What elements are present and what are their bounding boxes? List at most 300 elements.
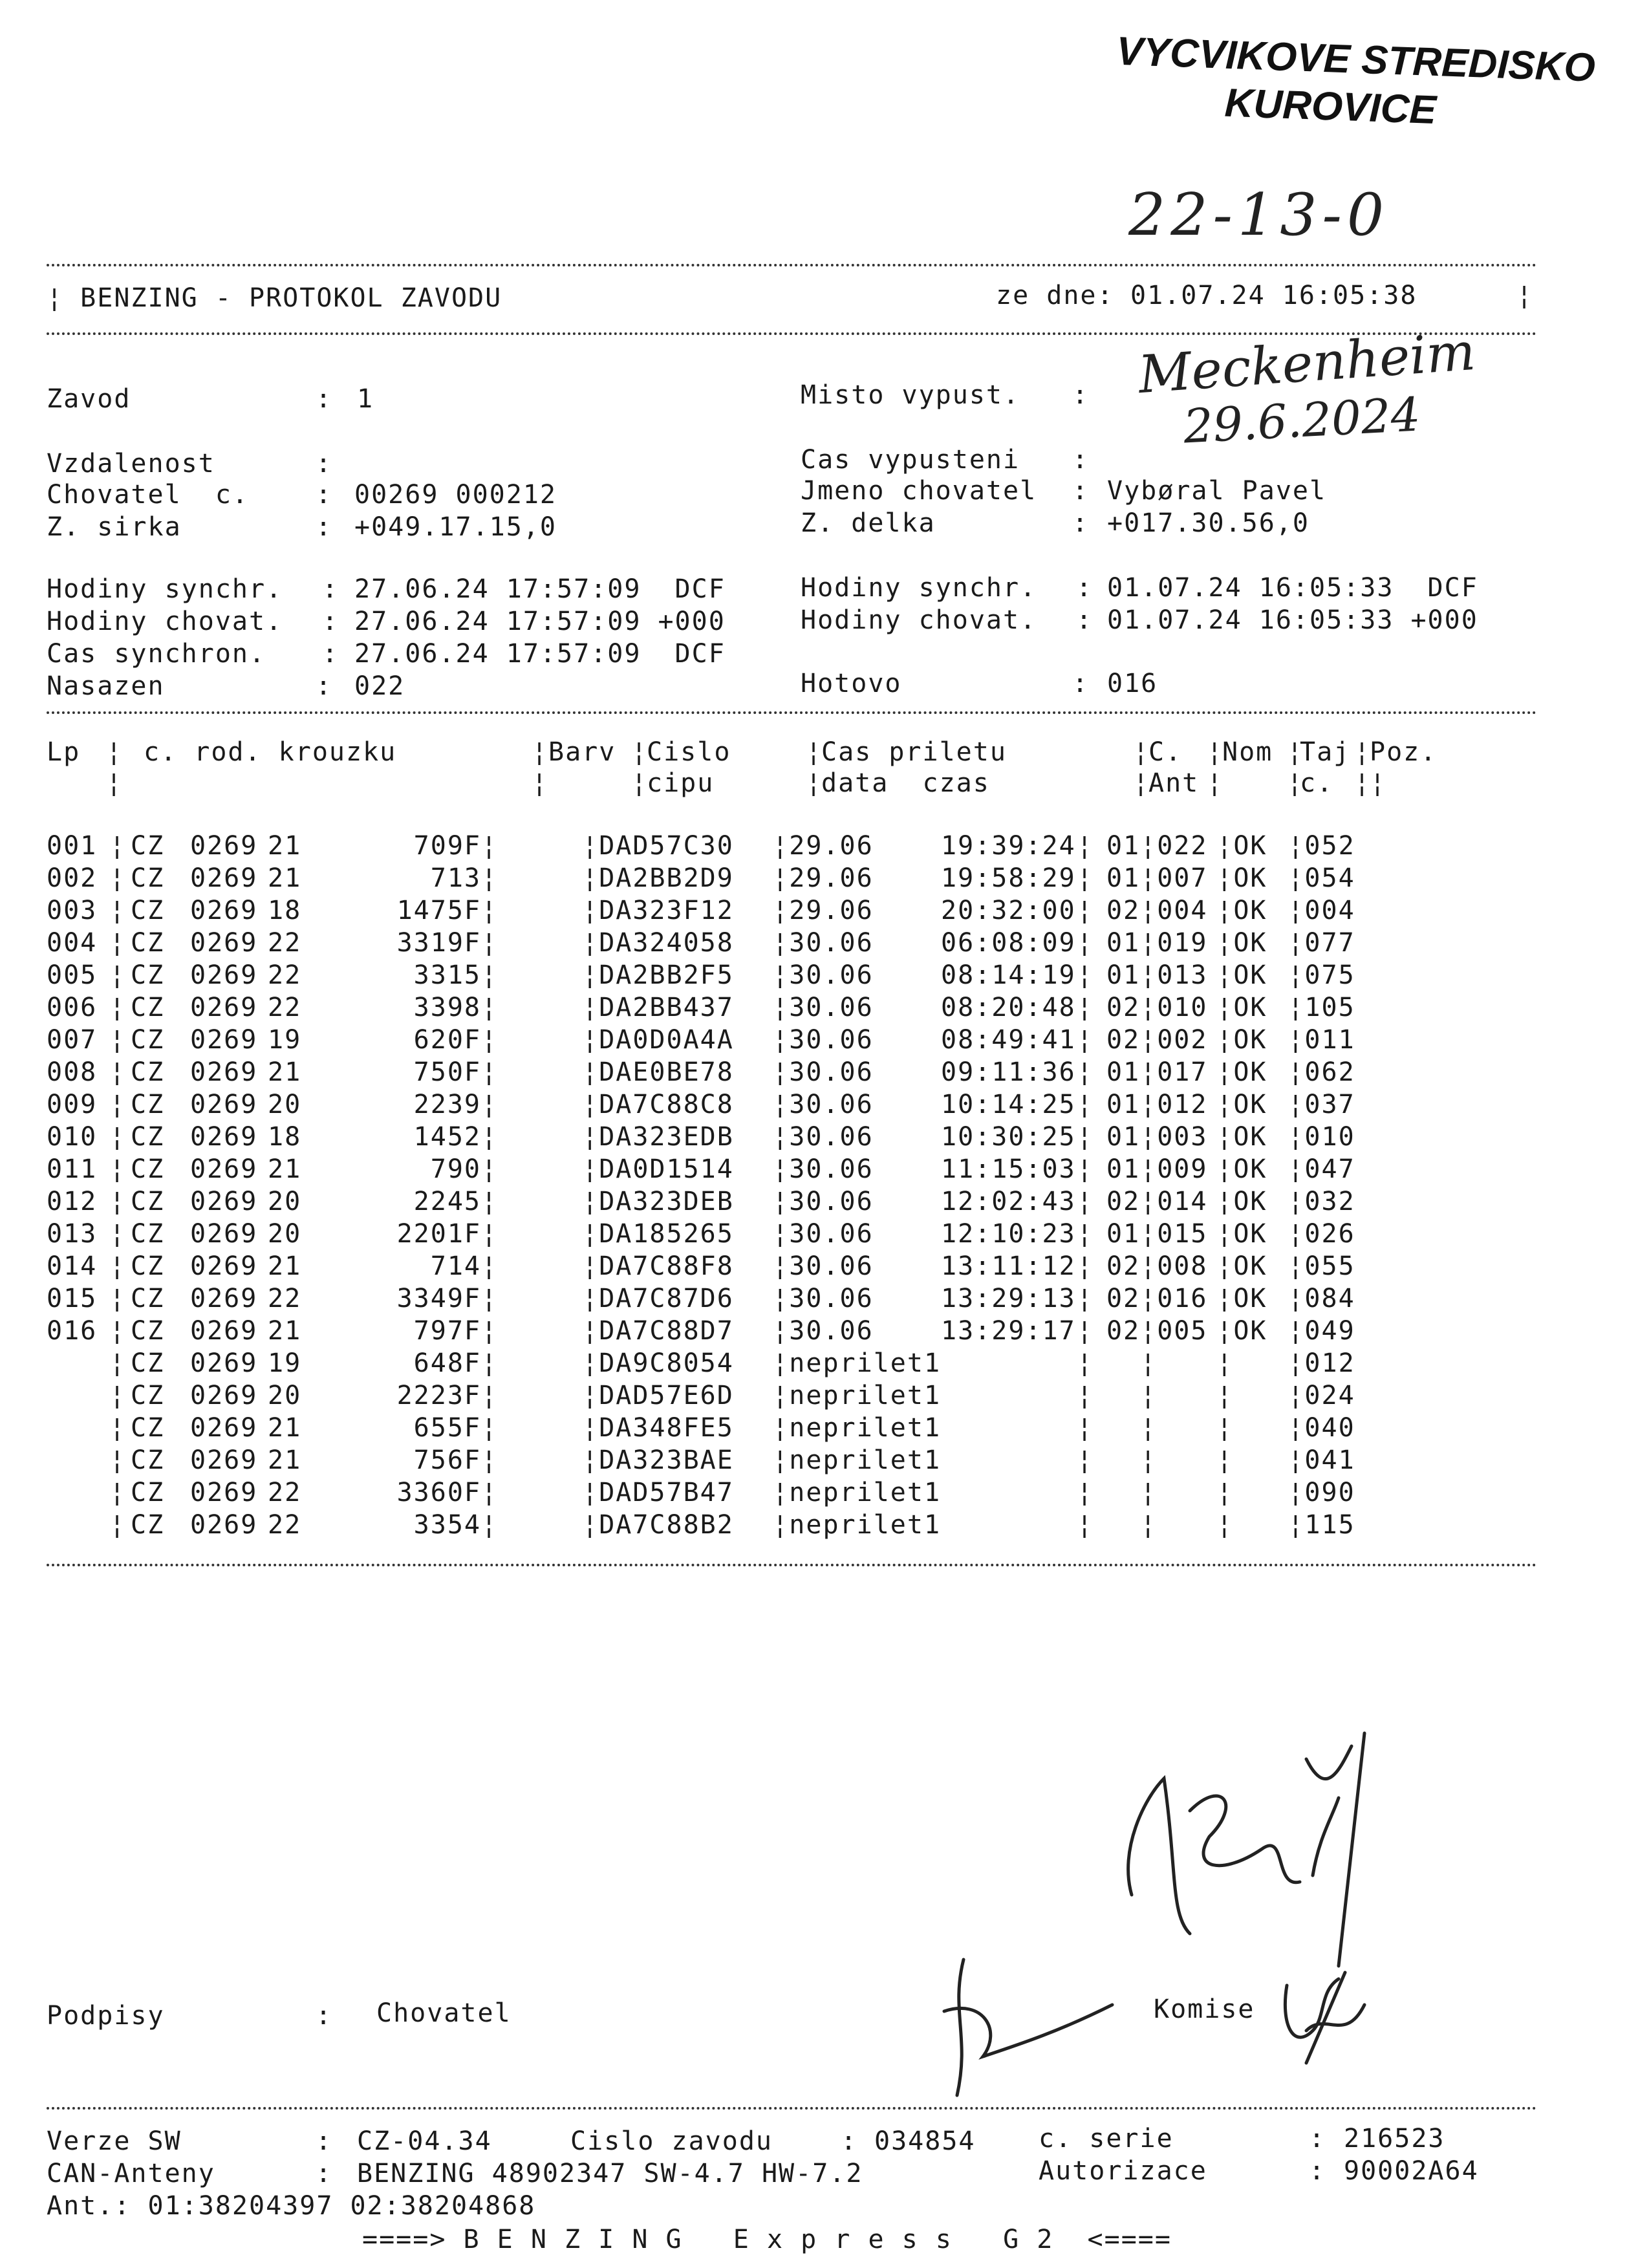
column-separator: ¦ (772, 1348, 790, 1378)
table-row (47, 1445, 1366, 1478)
cell-yr: 20 (268, 1187, 302, 1216)
cell-date: 30.06 (789, 1025, 874, 1055)
col-ant-header-2: Ant (1148, 768, 1200, 798)
cell-chip: DA185265 (599, 1219, 734, 1249)
column-separator: ¦ (772, 993, 790, 1022)
table-row (47, 1381, 1366, 1413)
cell-ant: 01 (1106, 863, 1141, 893)
cell-taj (1233, 1381, 1288, 1413)
cislo-label: Cislo zavodu (570, 2126, 773, 2156)
cell-taj: OK (1233, 1187, 1267, 1216)
cell-org: 0269 (190, 1025, 258, 1055)
column-separator: ¦ (772, 1090, 790, 1119)
cell-ring: 3398 (413, 993, 481, 1022)
column-separator (498, 1251, 582, 1284)
cell-time: 13:11:12 (941, 1251, 1076, 1281)
cell-time (941, 1510, 1077, 1542)
table-row (47, 1348, 1366, 1381)
cell-cz: CZ (131, 960, 165, 990)
cell-taj: OK (1233, 1122, 1267, 1152)
col-nom-header: Nom (1222, 737, 1273, 767)
column-separator: ¦ (1140, 1413, 1158, 1443)
divider (47, 711, 1537, 714)
cell-ant: 01 (1106, 1219, 1141, 1249)
divider (47, 332, 1537, 335)
table-row (47, 1413, 1366, 1445)
column-separator: ¦ (1140, 1154, 1158, 1184)
column-separator: ¦ (1216, 1510, 1234, 1540)
column-separator: ¦ (1216, 1348, 1234, 1378)
column-separator: ¦ (109, 896, 127, 925)
column-separator: ¦ (582, 1057, 599, 1087)
column-separator (498, 1445, 582, 1478)
cell-chip: DA324058 (599, 928, 734, 958)
cell-time: 19:58:29 (941, 863, 1076, 893)
cell-cz: CZ (131, 993, 165, 1022)
column-separator (498, 1510, 582, 1542)
signature-komise (1267, 1953, 1377, 2069)
cell-nom: 015 (1157, 1219, 1208, 1249)
signature-top (1093, 1720, 1429, 1979)
column-separator: ¦ (582, 993, 599, 1022)
chovatel-signature-label: Chovatel (376, 1998, 512, 2028)
cell-time: 13:29:13 (941, 1284, 1076, 1313)
cell-nom: 022 (1157, 831, 1208, 861)
column-separator: ¦ (1077, 863, 1094, 893)
stamp-line-2: KUROVICE (1223, 80, 1438, 133)
cell-yr: 18 (268, 896, 302, 925)
column-separator: ¦ (1216, 831, 1234, 861)
column-separator: ¦ (582, 1122, 599, 1152)
cell-lp: 005 (47, 960, 98, 990)
cell-date: 29.06 (789, 831, 874, 861)
column-separator: ¦ (1216, 1316, 1234, 1346)
cell-org: 0269 (190, 831, 258, 861)
cell-nom: 003 (1157, 1122, 1208, 1152)
cell-yr: 22 (268, 993, 302, 1022)
column-separator: ¦ (481, 1445, 499, 1475)
column-separator: ¦ (1077, 1219, 1094, 1249)
cell-ant (1094, 1381, 1140, 1413)
cell-chip: DA0D1514 (599, 1154, 734, 1184)
table-row (47, 1154, 1366, 1187)
cell-poz: 052 (1304, 831, 1355, 861)
cell-ant (1094, 1413, 1140, 1445)
column-separator: ¦ (582, 831, 599, 861)
can-label: CAN-Anteny (47, 2159, 215, 2188)
column-separator: ¦ (109, 863, 127, 893)
column-separator: ¦ (109, 1187, 127, 1216)
cislo-value: 034854 (874, 2126, 976, 2156)
column-separator: ¦ (1077, 1154, 1094, 1184)
cell-cz: CZ (131, 1348, 165, 1378)
cell-org: 0269 (190, 1445, 258, 1475)
cell-nom: 016 (1157, 1284, 1208, 1313)
column-separator: ¦ (481, 1348, 499, 1378)
cell-ring: 3349F (396, 1284, 481, 1313)
cell-date: 30.06 (789, 1251, 874, 1281)
cell-org: 0269 (190, 1154, 258, 1184)
column-separator: ¦ (1140, 928, 1158, 958)
cell-ant: 01 (1106, 831, 1141, 861)
column-separator: ¦ (109, 1478, 127, 1507)
cell-cz: CZ (131, 1510, 165, 1540)
cell-taj: OK (1233, 1090, 1267, 1119)
cell-ring: 3315 (413, 960, 481, 990)
cell-org: 0269 (190, 960, 258, 990)
col-poz-header: Poz. (1370, 737, 1438, 767)
column-separator: ¦ (1216, 1251, 1234, 1281)
column-separator: ¦ (1140, 1122, 1158, 1152)
cell-time (941, 1478, 1077, 1510)
cell-date: neprilet1 (789, 1348, 942, 1378)
column-separator (498, 831, 582, 863)
cell-chip: DA323BAE (599, 1445, 734, 1475)
cell-yr: 22 (268, 1284, 302, 1313)
column-separator: ¦ (582, 1154, 599, 1184)
column-separator (498, 1478, 582, 1510)
column-separator: ¦ (1140, 1478, 1158, 1507)
col-ring-header: c. rod. krouzku (144, 737, 397, 767)
cell-chip: DA7C88D7 (599, 1316, 734, 1346)
cell-date: 30.06 (789, 1122, 874, 1152)
cell-time (941, 1348, 1077, 1381)
cell-lp: 007 (47, 1025, 98, 1055)
cell-ring: 797F (413, 1316, 481, 1346)
column-separator: ¦ (1140, 1284, 1158, 1313)
cell-time: 08:20:48 (941, 993, 1076, 1022)
sync-label-left: Hodiny synchr. (47, 574, 283, 604)
cell-chip: DA7C87D6 (599, 1284, 734, 1313)
cell-chip: DA7C88F8 (599, 1251, 734, 1281)
jmeno-label: Jmeno chovatel (801, 476, 1037, 506)
column-separator: ¦ (582, 896, 599, 925)
cell-time: 19:39:24 (941, 831, 1076, 861)
cell-poz: 090 (1304, 1478, 1355, 1507)
cell-taj: OK (1233, 896, 1267, 925)
cell-org: 0269 (190, 1316, 258, 1346)
cell-lp (47, 1445, 105, 1478)
cell-ant: 01 (1106, 1057, 1141, 1087)
column-separator: ¦ (772, 1187, 790, 1216)
column-separator: ¦ (481, 1510, 499, 1540)
cell-lp (47, 1348, 105, 1381)
column-separator: ¦ (481, 863, 499, 893)
cell-ring: 1475F (396, 896, 481, 925)
cell-time: 10:14:25 (941, 1090, 1076, 1119)
col-time-header-2: data czas (821, 768, 990, 798)
column-separator: ¦ (1288, 1251, 1305, 1281)
column-separator (498, 960, 582, 993)
nasazen-value: 022 (354, 671, 405, 701)
column-separator: ¦ (1077, 1381, 1094, 1410)
cell-lp: 001 (47, 831, 98, 861)
cell-poz: 040 (1304, 1413, 1355, 1443)
cell-taj: OK (1233, 1154, 1267, 1184)
cell-org: 0269 (190, 1057, 258, 1087)
cell-ring: 2201F (396, 1219, 481, 1249)
cell-cz: CZ (131, 1478, 165, 1507)
column-separator: ¦ (1077, 960, 1094, 990)
cell-taj: OK (1233, 1284, 1267, 1313)
column-separator: ¦ (109, 1122, 127, 1152)
column-separator (498, 1122, 582, 1154)
cell-date: 30.06 (789, 1284, 874, 1313)
column-separator: ¦ (1077, 1284, 1094, 1313)
cell-taj (1233, 1478, 1288, 1510)
cell-time: 12:02:43 (941, 1187, 1076, 1216)
delka-value: +017.30.56,0 (1107, 508, 1310, 538)
column-separator: ¦ (582, 1284, 599, 1313)
column-separator: ¦ (1288, 1348, 1305, 1378)
misto-label: Misto vypust. (801, 380, 1020, 410)
column-separator: ¦ (1288, 993, 1305, 1022)
cell-date: 30.06 (789, 1187, 874, 1216)
cell-time: 08:14:19 (941, 960, 1076, 990)
column-separator: ¦ (1077, 1090, 1094, 1119)
cell-date: 30.06 (789, 1219, 874, 1249)
cell-date: neprilet1 (789, 1413, 942, 1443)
cell-taj: OK (1233, 928, 1267, 958)
cell-poz: 049 (1304, 1316, 1355, 1346)
column-separator (498, 1057, 582, 1090)
column-separator: ¦ (109, 1445, 127, 1475)
cell-poz: 054 (1304, 863, 1355, 893)
cell-nom: 017 (1157, 1057, 1208, 1087)
cell-org: 0269 (190, 1251, 258, 1281)
chov-label-left: Hodiny chovat. (47, 607, 283, 636)
column-separator: ¦ (1077, 1251, 1094, 1281)
can-value: BENZING 48902347 SW-4.7 HW-7.2 (357, 2159, 863, 2188)
cell-ring: 714 (430, 1251, 481, 1281)
column-separator: ¦ (772, 1025, 790, 1055)
column-separator: ¦ (1288, 928, 1305, 958)
cell-cz: CZ (131, 1187, 165, 1216)
cell-chip: DA323EDB (599, 1122, 734, 1152)
column-separator: ¦ (1288, 1057, 1305, 1087)
cell-ant (1094, 1348, 1140, 1381)
cell-date: 30.06 (789, 928, 874, 958)
hotovo-value: 016 (1107, 669, 1158, 698)
column-separator: ¦ (1288, 1219, 1305, 1249)
cell-yr: 21 (268, 1154, 302, 1184)
cell-ant: 02 (1106, 896, 1141, 925)
table-row (47, 1284, 1366, 1316)
column-separator: ¦ (772, 1251, 790, 1281)
column-separator: ¦ (772, 928, 790, 958)
divider (47, 1564, 1537, 1566)
cell-yr: 21 (268, 831, 302, 861)
column-separator: ¦ (109, 1510, 127, 1540)
col-ant-header: C. (1148, 737, 1183, 767)
column-separator: ¦ (582, 960, 599, 990)
column-separator: ¦ (481, 831, 499, 861)
handwritten-code: 22-13-0 (1128, 181, 1390, 249)
report-date-value: 01.07.24 16:05:38 (1130, 281, 1417, 310)
institution-stamp (1114, 28, 1596, 139)
stamp-line-1: VYCVIKOVE STREDISKO (1116, 28, 1596, 91)
cell-lp: 016 (47, 1316, 98, 1346)
column-separator: ¦ (1077, 993, 1094, 1022)
cell-taj: OK (1233, 993, 1267, 1022)
column-separator (498, 928, 582, 960)
column-separator: ¦ (1288, 831, 1305, 861)
cell-cz: CZ (131, 1413, 165, 1443)
table-row (47, 1316, 1366, 1348)
cell-chip: DA323DEB (599, 1187, 734, 1216)
cell-org: 0269 (190, 1348, 258, 1378)
cell-lp (47, 1413, 105, 1445)
cell-lp: 003 (47, 896, 98, 925)
column-separator (498, 1381, 582, 1413)
cell-org: 0269 (190, 1413, 258, 1443)
cell-date: 30.06 (789, 960, 874, 990)
column-separator: ¦ (481, 993, 499, 1022)
cell-chip: DA0D0A4A (599, 1025, 734, 1055)
cell-org: 0269 (190, 1478, 258, 1507)
table-row (47, 1025, 1366, 1057)
column-separator: ¦ (481, 1154, 499, 1184)
cell-ring: 655F (413, 1413, 481, 1443)
column-separator: ¦ (582, 1090, 599, 1119)
cas-sync-value: 27.06.24 17:57:09 DCF (354, 639, 726, 669)
cell-lp (47, 1478, 105, 1510)
column-separator (498, 1413, 582, 1445)
column-separator: ¦ (481, 928, 499, 958)
cell-time: 06:08:09 (941, 928, 1076, 958)
cell-cz: CZ (131, 1057, 165, 1087)
cell-ant: 01 (1106, 1122, 1141, 1152)
column-separator: ¦ (481, 1090, 499, 1119)
table-row (47, 1510, 1366, 1542)
cell-lp (47, 1381, 105, 1413)
cell-ring: 2223F (396, 1381, 481, 1410)
column-separator: ¦ (1216, 1025, 1234, 1055)
cell-org: 0269 (190, 1122, 258, 1152)
column-separator: ¦ (582, 1348, 599, 1378)
cell-time (941, 1445, 1077, 1478)
cell-ring: 3319F (396, 928, 481, 958)
column-separator: ¦ (1077, 1122, 1094, 1152)
column-separator: ¦ (1216, 1187, 1234, 1216)
cell-org: 0269 (190, 1219, 258, 1249)
cell-org: 0269 (190, 993, 258, 1022)
cell-date: neprilet1 (789, 1445, 942, 1475)
cell-ant: 02 (1106, 1025, 1141, 1055)
column-separator: ¦ (1216, 1219, 1234, 1249)
cell-org: 0269 (190, 1090, 258, 1119)
cell-ring: 790 (430, 1154, 481, 1184)
cell-taj (1233, 1445, 1288, 1478)
cell-date: 29.06 (789, 896, 874, 925)
cell-ring: 620F (413, 1025, 481, 1055)
table-row (47, 863, 1366, 896)
cell-org: 0269 (190, 1187, 258, 1216)
cell-poz: 037 (1304, 1090, 1355, 1119)
column-separator (498, 993, 582, 1025)
cell-yr: 22 (268, 960, 302, 990)
divider (47, 264, 1537, 266)
cell-date: 30.06 (789, 1154, 874, 1184)
cell-yr: 21 (268, 863, 302, 893)
cell-ring: 2245 (413, 1187, 481, 1216)
cell-ant: 01 (1106, 928, 1141, 958)
column-separator: ¦ (1140, 1445, 1158, 1475)
cell-taj: OK (1233, 1057, 1267, 1087)
cell-lp: 008 (47, 1057, 98, 1087)
column-separator (498, 1187, 582, 1219)
cell-lp: 015 (47, 1284, 98, 1313)
column-separator: ¦ (109, 1154, 127, 1184)
column-separator: ¦ (772, 1381, 790, 1410)
cell-poz: 026 (1304, 1219, 1355, 1249)
cell-ant (1094, 1445, 1140, 1478)
autor-label: Autorizace (1039, 2156, 1207, 2186)
cell-time: 09:11:36 (941, 1057, 1076, 1087)
cell-cz: CZ (131, 928, 165, 958)
column-separator: ¦ (772, 1413, 790, 1443)
column-separator: ¦ (1288, 1025, 1305, 1055)
cell-lp: 012 (47, 1187, 98, 1216)
column-separator: ¦ (109, 993, 127, 1022)
cell-nom: 013 (1157, 960, 1208, 990)
cell-time: 13:29:17 (941, 1316, 1076, 1346)
column-separator: ¦ (1216, 1122, 1234, 1152)
column-separator: ¦ (1140, 1219, 1158, 1249)
column-separator: ¦ (1077, 1187, 1094, 1216)
cell-date: 29.06 (789, 863, 874, 893)
cell-yr: 20 (268, 1090, 302, 1119)
cell-lp: 014 (47, 1251, 98, 1281)
cell-poz: 084 (1304, 1284, 1355, 1313)
column-separator: ¦ (109, 1316, 127, 1346)
column-separator: ¦ (481, 1381, 499, 1410)
cell-yr: 20 (268, 1219, 302, 1249)
cell-taj: OK (1233, 831, 1267, 861)
cell-ring: 2239 (413, 1090, 481, 1119)
cell-date: 30.06 (789, 993, 874, 1022)
cell-taj: OK (1233, 960, 1267, 990)
cell-time: 11:15:03 (941, 1154, 1076, 1184)
cell-chip: DA323F12 (599, 896, 734, 925)
column-separator: ¦ (1288, 1187, 1305, 1216)
cell-nom: 007 (1157, 863, 1208, 893)
column-separator: ¦ (582, 1219, 599, 1249)
cell-cz: CZ (131, 831, 165, 861)
cell-nom (1157, 1348, 1216, 1381)
column-separator: ¦ (772, 1122, 790, 1152)
report-date-label: ze dne: (996, 281, 1114, 310)
handwritten-place: Meckenheim (1136, 321, 1478, 405)
table-row (47, 1057, 1366, 1090)
cell-cz: CZ (131, 1316, 165, 1346)
col-chip-header-2: cipu (647, 768, 715, 798)
chovatel-label: Chovatel c. (47, 480, 249, 510)
column-separator: ¦ (1077, 1057, 1094, 1087)
cell-chip: DAD57B47 (599, 1478, 734, 1507)
column-separator: ¦ (1140, 1090, 1158, 1119)
cell-date: 30.06 (789, 1090, 874, 1119)
column-separator: ¦ (1077, 928, 1094, 958)
verze-label: Verze SW (47, 2126, 182, 2156)
cell-poz: 011 (1304, 1025, 1355, 1055)
cell-org: 0269 (190, 928, 258, 958)
cell-cz: CZ (131, 1025, 165, 1055)
cell-chip: DA348FE5 (599, 1413, 734, 1443)
chovatel-value: 00269 000212 (354, 480, 557, 510)
cell-nom: 010 (1157, 993, 1208, 1022)
cas-sync-label: Cas synchron. (47, 639, 266, 669)
